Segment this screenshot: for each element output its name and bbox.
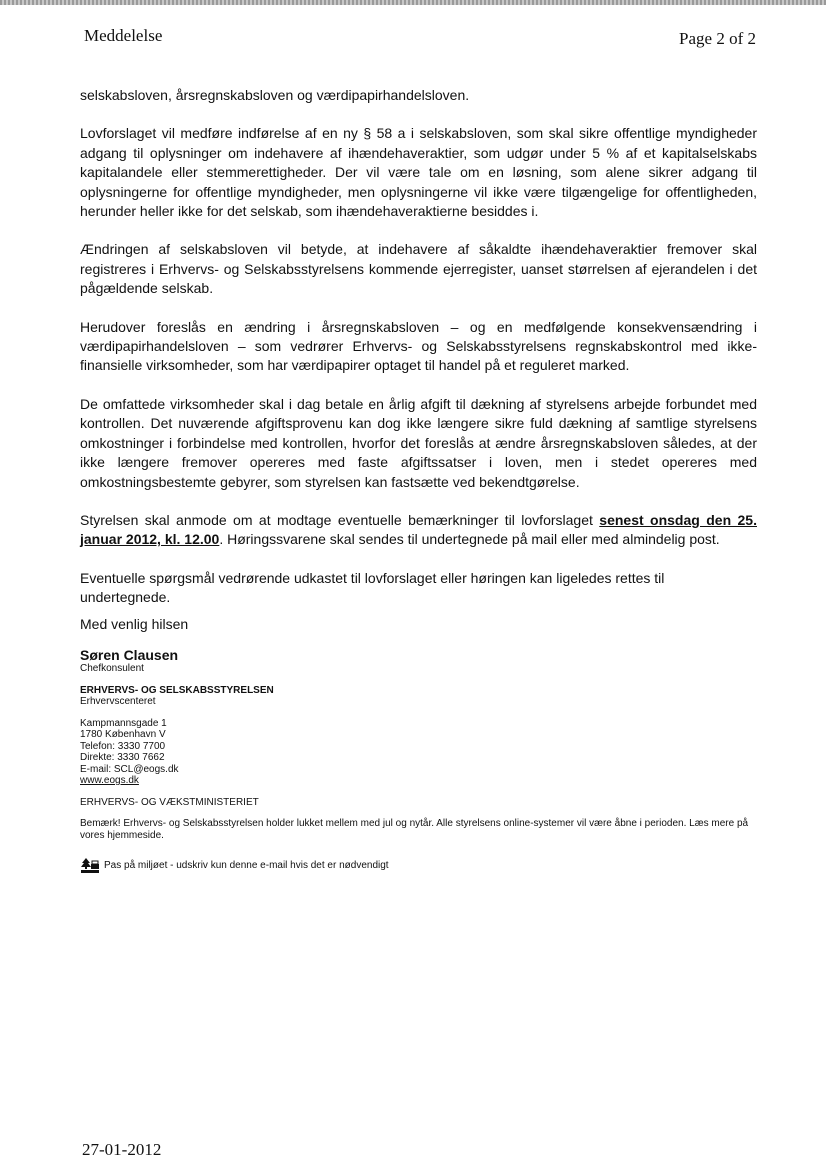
paragraph-6-rest: . Høringssvarene skal sendes til undertegnede på mail eller med almindelig post. <box>219 531 720 548</box>
environment-note-text: Pas på miljøet - udskriv kun denne e-mail hvis det er nødvendigt <box>104 859 389 871</box>
address-street: Kampmannsgade 1 <box>80 717 167 729</box>
paragraph-3: Ændringen af selskabsloven vil betyde, at indehavere af såkaldte ihændehaveraktier fremover skal registreres i Erhvervs- og Selskabsstyrelsens kommende ejerregister, uanset størrelsen af ejerandelen i det pågældende selskab. <box>80 241 757 297</box>
page-number: Page 2 of 2 <box>679 29 756 48</box>
letter-body <box>80 86 757 627</box>
fax-date: 27-01-2012 <box>82 1140 162 1159</box>
organization-unit: Erhvervscenteret <box>80 696 156 707</box>
deadline: senest onsdag den 25. januar 2012, kl. 12.00 <box>80 511 757 548</box>
print-tree-icon <box>80 857 100 873</box>
phone: Telefon: 3330 7700 <box>80 740 166 752</box>
paragraph-7: Eventuelle spørgsmål vedrørende udkastet til lovforslaget eller høringen kan ligeledes rettes til undertegnede. <box>80 569 665 606</box>
paragraph-6 <box>80 511 757 550</box>
ministry-block <box>80 797 770 809</box>
paragraph-5: De omfattede virksomheder skal i dag betale en årlig afgift til dækning af styrelsens arbejde forbundet med kontrollen. Det nuværende afgiftsprovenu kan dog ikke længere sikre fuld dækning af samtlige styrelsens omkostninger i forbindelse med kontrollen, hvorfor det foreslås at ændre årsregnskabsloven således, at der ikke længere fremover opereres med faste afgiftssatser i loven, men i stedet opereres med omkostningsbestemte gebyrer, som styrelsen kan fastsætte ved bekendtgørelse. <box>80 395 757 490</box>
organization-block <box>80 685 770 708</box>
sender-title: Chefkonsulent <box>80 663 144 674</box>
scan-edge <box>0 0 826 5</box>
closing: Med venlig hilsen <box>80 616 189 632</box>
document-title: Meddelelse <box>84 26 163 45</box>
address-city: 1780 København V <box>80 729 166 740</box>
direct-phone: Direkte: 3330 7662 <box>80 752 165 763</box>
signature-block <box>80 616 770 873</box>
organization-name: ERHVERVS- OG SELSKABSSTYRELSEN <box>80 684 274 696</box>
environment-note <box>80 857 770 873</box>
paragraph-6-intro: Styrelsen skal anmode om at modtage eventuelle bemærkninger til lovforslaget <box>80 511 600 528</box>
holiday-notice <box>80 818 770 841</box>
holiday-notice-text: Bemærk! Erhvervs- og Selskabsstyrelsen holder lukket mellem med jul og nytår. Alle styrelsens online-systemer vil være åbne i perioden. Læs mere på vores hjemmeside. <box>80 818 749 841</box>
sender-name: Søren Clausen <box>80 647 179 663</box>
paragraph-4: Herudover foreslås en ændring i årsregnskabsloven – og en medfølgende konsekvensændring i værdipapirhandelsloven – som vedrører Erhvervs- og Selskabsstyrelsens regnskabskontrol med ikke-finansielle virksomheder, som har værdipapirer optaget til handel på et reguleret marked. <box>80 318 757 374</box>
paragraph-2: Lovforslaget vil medføre indførelse af en ny § 58 a i selskabsloven, som skal sikre offentlige myndigheder adgang til oplysninger om indehavere af ihændehaveraktier, som udgør under 5 % af et kapitalselskabs kapitalandele eller stemmerettigheder. Der vil være tale om en løsning, som alene sikrer adgang til oplysningerne for offentlige myndigheder, men oplysningerne vil ikke være tilgængelige for offentligheden, herunder heller ikke for det selskab, som ihændehaveraktierne besiddes i. <box>80 125 757 220</box>
ministry-name: ERHVERVS- OG VÆKSTMINISTERIET <box>80 796 259 808</box>
email: E-mail: SCL@eogs.dk <box>80 763 179 775</box>
contact-block <box>80 718 770 787</box>
website-link[interactable]: www.eogs.dk <box>80 775 139 786</box>
paragraph-1: selskabsloven, årsregnskabsloven og værdipapirhandelsloven. <box>80 87 470 103</box>
